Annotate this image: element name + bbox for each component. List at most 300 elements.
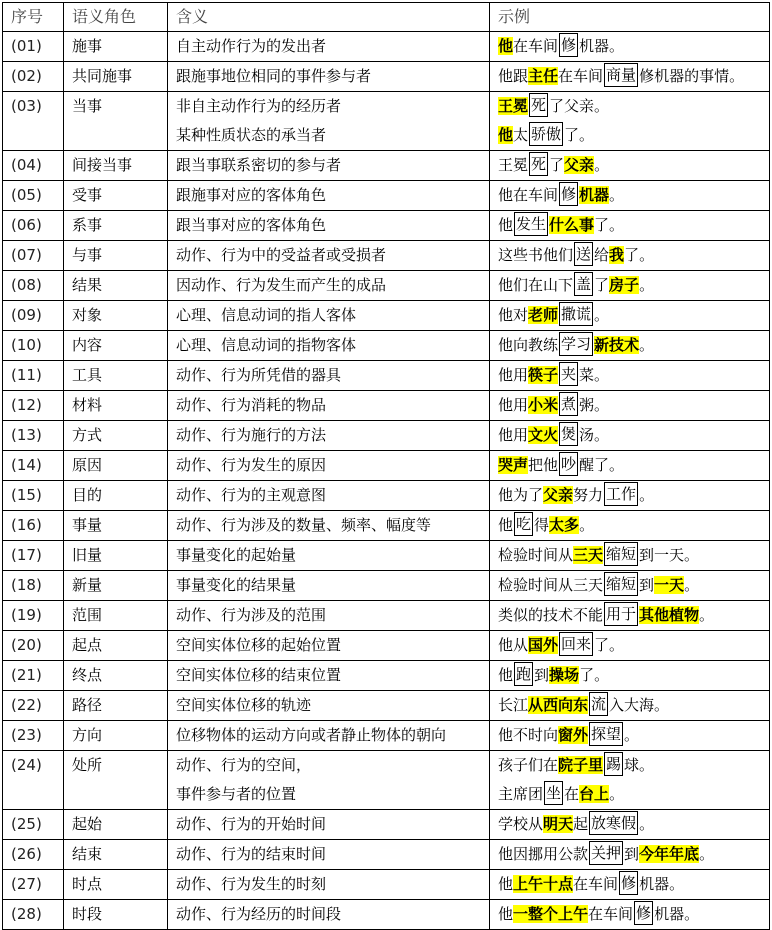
example-text: 他对 bbox=[498, 306, 529, 324]
example-text: 他 bbox=[498, 875, 514, 893]
table-row bbox=[3, 721, 770, 751]
example-text: 他从 bbox=[498, 636, 529, 654]
table-row bbox=[3, 511, 770, 541]
role-example bbox=[490, 511, 770, 541]
row-number: (28) bbox=[3, 900, 64, 930]
role-example bbox=[490, 840, 770, 870]
table-row bbox=[3, 301, 770, 331]
example-text: 检验时间从三天 bbox=[498, 576, 604, 594]
example-text: 机器。 bbox=[579, 37, 625, 55]
row-number: (18) bbox=[3, 571, 64, 601]
example-text: 了 bbox=[594, 276, 610, 294]
example-sentence bbox=[498, 62, 769, 91]
example-sentence bbox=[498, 421, 769, 450]
header-row bbox=[3, 3, 770, 32]
role-name: 内容 bbox=[64, 331, 168, 361]
row-number: (21) bbox=[3, 661, 64, 691]
predicate-box: 撒谎 bbox=[559, 302, 593, 326]
table-row bbox=[3, 840, 770, 870]
row-number: (03) bbox=[3, 92, 64, 151]
meaning-line: 某种性质状态的承当者 bbox=[176, 126, 327, 144]
row-number: (17) bbox=[3, 541, 64, 571]
role-example bbox=[490, 571, 770, 601]
role-name: 处所 bbox=[64, 751, 168, 810]
example-text: 了。 bbox=[594, 216, 625, 234]
role-example bbox=[490, 900, 770, 930]
role-name: 方式 bbox=[64, 421, 168, 451]
meaning-line: 跟施事地位相同的事件参与者 bbox=[176, 67, 372, 85]
example-text: 他用 bbox=[498, 396, 529, 414]
role-meaning bbox=[168, 151, 490, 181]
role-example bbox=[490, 691, 770, 721]
example-text: 。 bbox=[624, 726, 640, 744]
example-text: 他用 bbox=[498, 426, 529, 444]
role-name: 旧量 bbox=[64, 541, 168, 571]
example-sentence bbox=[498, 601, 769, 630]
header-num: 序号 bbox=[3, 3, 64, 32]
example-text: 菜。 bbox=[579, 366, 610, 384]
role-meaning bbox=[168, 211, 490, 241]
role-example bbox=[490, 481, 770, 511]
predicate-box: 放寒假 bbox=[589, 811, 638, 835]
row-number: (14) bbox=[3, 451, 64, 481]
table-row bbox=[3, 271, 770, 301]
role-argument-highlight: 从西向东 bbox=[528, 696, 589, 714]
role-meaning bbox=[168, 810, 490, 840]
example-text: 他 bbox=[498, 905, 514, 923]
example-text: 入大海。 bbox=[609, 696, 670, 714]
role-name: 事量 bbox=[64, 511, 168, 541]
role-argument-highlight: 一天 bbox=[654, 576, 685, 594]
role-argument-highlight: 机器 bbox=[579, 186, 610, 204]
meaning-line: 跟当事对应的客体角色 bbox=[176, 216, 327, 234]
example-text: 了父亲。 bbox=[549, 97, 610, 115]
role-name: 路径 bbox=[64, 691, 168, 721]
role-name: 受事 bbox=[64, 181, 168, 211]
example-text: 在车间 bbox=[513, 37, 559, 55]
row-number: (25) bbox=[3, 810, 64, 840]
example-text: 他因挪用公款 bbox=[498, 845, 589, 863]
example-sentence bbox=[498, 211, 769, 240]
role-argument-highlight: 上午十点 bbox=[513, 875, 574, 893]
example-text: 主席团 bbox=[498, 785, 544, 803]
predicate-box: 坐 bbox=[544, 781, 563, 805]
role-meaning bbox=[168, 870, 490, 900]
table-row bbox=[3, 361, 770, 391]
row-number: (06) bbox=[3, 211, 64, 241]
role-name: 工具 bbox=[64, 361, 168, 391]
role-name: 起点 bbox=[64, 631, 168, 661]
example-text: 他 bbox=[498, 216, 514, 234]
example-sentence bbox=[498, 691, 769, 720]
example-text: 。 bbox=[684, 576, 700, 594]
example-text: 长江 bbox=[498, 696, 529, 714]
example-text: 了。 bbox=[579, 666, 610, 684]
meaning-line: 动作、行为中的受益者或受损者 bbox=[176, 246, 387, 264]
example-text: 给 bbox=[594, 246, 610, 264]
example-sentence bbox=[498, 451, 769, 480]
example-text: 。 bbox=[639, 486, 655, 504]
role-argument-highlight: 主任 bbox=[528, 67, 559, 85]
role-meaning bbox=[168, 331, 490, 361]
example-text: 。 bbox=[699, 606, 715, 624]
predicate-box: 踢 bbox=[604, 752, 623, 776]
role-meaning bbox=[168, 751, 490, 810]
role-meaning bbox=[168, 900, 490, 930]
role-example bbox=[490, 151, 770, 181]
meaning-line: 空间实体位移的轨迹 bbox=[176, 696, 312, 714]
example-text: 他向教练 bbox=[498, 336, 559, 354]
predicate-box: 工作 bbox=[604, 482, 638, 506]
meaning-line: 自主动作行为的发出者 bbox=[176, 37, 327, 55]
row-number: (09) bbox=[3, 301, 64, 331]
role-meaning bbox=[168, 511, 490, 541]
meaning-line: 位移物体的运动方向或者静止物体的朝向 bbox=[176, 726, 447, 744]
example-text: 了。 bbox=[594, 636, 625, 654]
example-text: 球。 bbox=[624, 756, 655, 774]
predicate-box: 回来 bbox=[559, 632, 593, 656]
role-example bbox=[490, 62, 770, 92]
role-example bbox=[490, 810, 770, 840]
role-argument-highlight: 我 bbox=[609, 246, 625, 264]
row-number: (07) bbox=[3, 241, 64, 271]
meaning-line: 动作、行为所凭借的器具 bbox=[176, 366, 342, 384]
table-row bbox=[3, 211, 770, 241]
predicate-box: 死 bbox=[529, 152, 548, 176]
example-sentence bbox=[498, 511, 769, 540]
table-row bbox=[3, 32, 770, 62]
example-sentence bbox=[498, 900, 769, 929]
meaning-line: 因动作、行为发生而产生的成品 bbox=[176, 276, 387, 294]
row-number: (22) bbox=[3, 691, 64, 721]
table-row bbox=[3, 870, 770, 900]
example-text: 学校从 bbox=[498, 815, 544, 833]
table-row bbox=[3, 661, 770, 691]
example-text: 汤。 bbox=[579, 426, 610, 444]
role-meaning bbox=[168, 571, 490, 601]
example-text: 他用 bbox=[498, 366, 529, 384]
predicate-box: 跑 bbox=[514, 662, 533, 686]
example-sentence bbox=[498, 631, 769, 660]
role-name: 新量 bbox=[64, 571, 168, 601]
role-meaning bbox=[168, 840, 490, 870]
role-argument-highlight: 父亲 bbox=[564, 156, 595, 174]
meaning-line: 事件参与者的位置 bbox=[176, 785, 297, 803]
example-text: 类似的技术不能 bbox=[498, 606, 604, 624]
role-argument-highlight: 他 bbox=[498, 126, 514, 144]
role-example bbox=[490, 631, 770, 661]
role-argument-highlight: 三天 bbox=[573, 546, 604, 564]
meaning-line: 心理、信息动词的指人客体 bbox=[176, 306, 357, 324]
meaning-line: 事量变化的结果量 bbox=[176, 576, 297, 594]
role-name: 当事 bbox=[64, 92, 168, 151]
example-text: 机器。 bbox=[639, 875, 685, 893]
role-example bbox=[490, 301, 770, 331]
example-text: 王冕 bbox=[498, 156, 529, 174]
role-example bbox=[490, 661, 770, 691]
role-argument-highlight: 台上 bbox=[579, 785, 610, 803]
role-name: 原因 bbox=[64, 451, 168, 481]
role-meaning bbox=[168, 691, 490, 721]
role-example bbox=[490, 32, 770, 62]
role-meaning bbox=[168, 32, 490, 62]
predicate-box: 煮 bbox=[559, 392, 578, 416]
meaning-line: 动作、行为发生的时刻 bbox=[176, 875, 327, 893]
table-row bbox=[3, 691, 770, 721]
role-name: 施事 bbox=[64, 32, 168, 62]
role-meaning bbox=[168, 181, 490, 211]
example-sentence bbox=[498, 121, 769, 150]
example-sentence bbox=[498, 571, 769, 600]
row-number: (15) bbox=[3, 481, 64, 511]
example-text: 。 bbox=[639, 336, 655, 354]
table-row bbox=[3, 151, 770, 181]
predicate-box: 缩短 bbox=[604, 572, 638, 596]
example-text: 检验时间从 bbox=[498, 546, 574, 564]
meaning-line: 空间实体位移的起始位置 bbox=[176, 636, 342, 654]
table-row bbox=[3, 810, 770, 840]
predicate-box: 关押 bbox=[589, 841, 623, 865]
predicate-box: 探望 bbox=[589, 722, 623, 746]
example-sentence bbox=[498, 541, 769, 570]
role-argument-highlight: 太多 bbox=[549, 516, 580, 534]
example-text: 。 bbox=[699, 845, 715, 863]
example-text: 他为了 bbox=[498, 486, 544, 504]
role-meaning bbox=[168, 601, 490, 631]
role-argument-highlight: 老师 bbox=[528, 306, 559, 324]
example-text: 了。 bbox=[564, 126, 595, 144]
role-example bbox=[490, 751, 770, 810]
role-argument-highlight: 明天 bbox=[543, 815, 574, 833]
role-argument-highlight: 其他植物 bbox=[639, 606, 700, 624]
predicate-box: 骄傲 bbox=[529, 122, 563, 146]
row-number: (01) bbox=[3, 32, 64, 62]
predicate-box: 修 bbox=[619, 871, 638, 895]
meaning-line: 空间实体位移的结束位置 bbox=[176, 666, 342, 684]
example-text: 他不时向 bbox=[498, 726, 559, 744]
example-sentence bbox=[498, 870, 769, 899]
header-role: 语义角色 bbox=[64, 3, 168, 32]
role-example bbox=[490, 361, 770, 391]
example-text: 他 bbox=[498, 666, 514, 684]
example-text: 得 bbox=[534, 516, 550, 534]
meaning-line: 动作、行为发生的原因 bbox=[176, 456, 327, 474]
role-name: 与事 bbox=[64, 241, 168, 271]
table-row bbox=[3, 62, 770, 92]
role-argument-highlight: 小米 bbox=[528, 396, 559, 414]
predicate-box: 修 bbox=[634, 901, 653, 925]
meaning-line: 心理、信息动词的指物客体 bbox=[176, 336, 357, 354]
role-meaning bbox=[168, 301, 490, 331]
role-argument-highlight: 新技术 bbox=[594, 336, 640, 354]
role-argument-highlight: 操场 bbox=[549, 666, 580, 684]
role-name: 结果 bbox=[64, 271, 168, 301]
role-meaning bbox=[168, 271, 490, 301]
role-example bbox=[490, 331, 770, 361]
row-number: (20) bbox=[3, 631, 64, 661]
predicate-box: 盖 bbox=[574, 272, 593, 296]
role-meaning bbox=[168, 62, 490, 92]
role-meaning bbox=[168, 631, 490, 661]
example-sentence bbox=[498, 840, 769, 869]
meaning-line: 动作、行为的开始时间 bbox=[176, 815, 327, 833]
role-argument-highlight: 王冕 bbox=[498, 97, 529, 115]
example-text: 这些书他们 bbox=[498, 246, 574, 264]
predicate-box: 修 bbox=[559, 182, 578, 206]
predicate-box: 煲 bbox=[559, 422, 578, 446]
row-number: (19) bbox=[3, 601, 64, 631]
example-text: 在车间 bbox=[558, 67, 604, 85]
example-text: 他们在山下 bbox=[498, 276, 574, 294]
role-argument-highlight: 文火 bbox=[528, 426, 559, 444]
example-text: 起 bbox=[573, 815, 589, 833]
role-argument-highlight: 院子里 bbox=[558, 756, 604, 774]
example-text: 了。 bbox=[624, 246, 655, 264]
example-sentence bbox=[498, 751, 769, 780]
table-row bbox=[3, 541, 770, 571]
row-number: (10) bbox=[3, 331, 64, 361]
example-text: 太 bbox=[513, 126, 529, 144]
example-text: 。 bbox=[609, 785, 625, 803]
example-text: 在车间 bbox=[573, 875, 619, 893]
example-sentence bbox=[498, 721, 769, 750]
example-text: 孩子们在 bbox=[498, 756, 559, 774]
meaning-line: 动作、行为的主观意图 bbox=[176, 486, 327, 504]
example-text: 到 bbox=[534, 666, 550, 684]
role-name: 目的 bbox=[64, 481, 168, 511]
example-text: 粥。 bbox=[579, 396, 610, 414]
role-argument-highlight: 今年年底 bbox=[639, 845, 700, 863]
table-row bbox=[3, 571, 770, 601]
role-meaning bbox=[168, 721, 490, 751]
example-sentence bbox=[498, 661, 769, 690]
example-text: 了 bbox=[549, 156, 565, 174]
role-name: 共同施事 bbox=[64, 62, 168, 92]
example-text: 他 bbox=[498, 516, 514, 534]
row-number: (11) bbox=[3, 361, 64, 391]
meaning-line: 跟施事对应的客体角色 bbox=[176, 186, 327, 204]
example-text: 修机器的事情。 bbox=[639, 67, 745, 85]
table-row bbox=[3, 631, 770, 661]
example-sentence bbox=[498, 151, 769, 180]
role-meaning bbox=[168, 241, 490, 271]
predicate-box: 流 bbox=[589, 692, 608, 716]
row-number: (16) bbox=[3, 511, 64, 541]
example-sentence bbox=[498, 331, 769, 360]
meaning-line: 动作、行为经历的时间段 bbox=[176, 905, 342, 923]
table-row bbox=[3, 601, 770, 631]
table-row bbox=[3, 391, 770, 421]
role-example bbox=[490, 241, 770, 271]
role-name: 时点 bbox=[64, 870, 168, 900]
predicate-box: 学习 bbox=[559, 332, 593, 356]
example-text: 到一天。 bbox=[639, 546, 700, 564]
example-sentence bbox=[498, 271, 769, 300]
role-example bbox=[490, 451, 770, 481]
role-meaning bbox=[168, 361, 490, 391]
example-sentence bbox=[498, 32, 769, 61]
predicate-box: 用于 bbox=[604, 602, 638, 626]
table-row bbox=[3, 181, 770, 211]
role-meaning bbox=[168, 92, 490, 151]
example-text: 在车间 bbox=[588, 905, 634, 923]
table-row bbox=[3, 751, 770, 810]
role-name: 时段 bbox=[64, 900, 168, 930]
predicate-box: 吃 bbox=[514, 512, 533, 536]
row-number: (23) bbox=[3, 721, 64, 751]
row-number: (04) bbox=[3, 151, 64, 181]
row-number: (26) bbox=[3, 840, 64, 870]
role-meaning bbox=[168, 541, 490, 571]
predicate-box: 商量 bbox=[604, 63, 638, 87]
example-text: 。 bbox=[639, 276, 655, 294]
example-sentence bbox=[498, 361, 769, 390]
example-text: 机器。 bbox=[654, 905, 700, 923]
row-number: (12) bbox=[3, 391, 64, 421]
example-sentence bbox=[498, 241, 769, 270]
role-argument-highlight: 哭声 bbox=[498, 456, 529, 474]
example-text: 醒了。 bbox=[579, 456, 625, 474]
role-name: 范围 bbox=[64, 601, 168, 631]
role-argument-highlight: 国外 bbox=[528, 636, 559, 654]
example-text: 他在车间 bbox=[498, 186, 559, 204]
role-argument-highlight: 窗外 bbox=[558, 726, 589, 744]
role-example bbox=[490, 870, 770, 900]
role-argument-highlight: 筷子 bbox=[528, 366, 559, 384]
row-number: (13) bbox=[3, 421, 64, 451]
role-argument-highlight: 什么事 bbox=[549, 216, 595, 234]
predicate-box: 送 bbox=[574, 242, 593, 266]
example-text: 。 bbox=[639, 815, 655, 833]
example-sentence bbox=[498, 92, 769, 121]
meaning-line: 动作、行为的空间， bbox=[176, 756, 312, 774]
table-body bbox=[3, 32, 770, 930]
example-text: 把他 bbox=[528, 456, 559, 474]
predicate-box: 修 bbox=[559, 33, 578, 57]
row-number: (02) bbox=[3, 62, 64, 92]
role-meaning bbox=[168, 391, 490, 421]
table-row bbox=[3, 451, 770, 481]
role-name: 起始 bbox=[64, 810, 168, 840]
predicate-box: 夹 bbox=[559, 362, 578, 386]
role-meaning bbox=[168, 661, 490, 691]
meaning-line: 动作、行为的结束时间 bbox=[176, 845, 327, 863]
role-name: 系事 bbox=[64, 211, 168, 241]
table-row bbox=[3, 481, 770, 511]
meaning-line: 跟当事联系密切的参与者 bbox=[176, 156, 342, 174]
meaning-line: 动作、行为涉及的数量、频率、幅度等 bbox=[176, 516, 432, 534]
meaning-line: 动作、行为涉及的范围 bbox=[176, 606, 327, 624]
row-number: (05) bbox=[3, 181, 64, 211]
example-text: 到 bbox=[639, 576, 655, 594]
role-example bbox=[490, 391, 770, 421]
example-text: 到 bbox=[624, 845, 640, 863]
example-text: 。 bbox=[594, 156, 610, 174]
example-sentence bbox=[498, 301, 769, 330]
table-row bbox=[3, 241, 770, 271]
role-meaning bbox=[168, 481, 490, 511]
example-sentence bbox=[498, 481, 769, 510]
meaning-line: 动作、行为施行的方法 bbox=[176, 426, 327, 444]
predicate-box: 缩短 bbox=[604, 542, 638, 566]
example-sentence bbox=[498, 181, 769, 210]
meaning-line: 动作、行为消耗的物品 bbox=[176, 396, 327, 414]
role-name: 方向 bbox=[64, 721, 168, 751]
role-name: 材料 bbox=[64, 391, 168, 421]
role-example bbox=[490, 211, 770, 241]
role-example bbox=[490, 541, 770, 571]
role-example bbox=[490, 92, 770, 151]
